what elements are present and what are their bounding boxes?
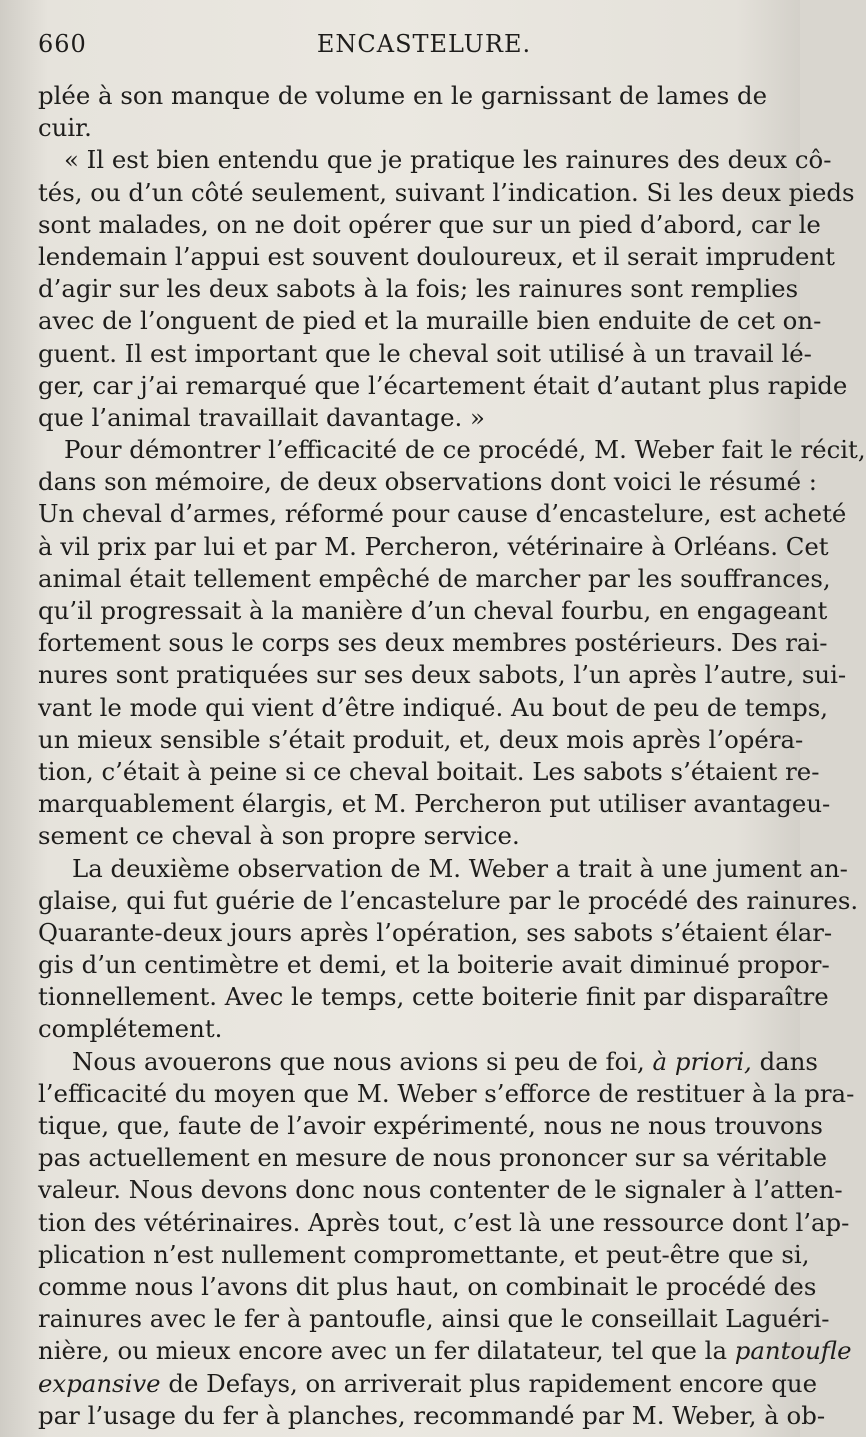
text-line: « Il est bien entendu que je pratique les rainures des deux cô- <box>64 145 832 175</box>
text-line: sont malades, on ne doit opérer que sur un pied d’abord, car le <box>38 209 821 239</box>
text-line: cuir. <box>38 113 92 143</box>
text-line: nière, ou mieux encore avec un fer dilatateur, tel que la pantoufle <box>38 1336 852 1366</box>
text-line: complétement. <box>38 1014 223 1044</box>
text-line: animal était tellement empêché de marcher par les souffrances, <box>38 563 831 593</box>
text-line: La deuxième observation de M. Weber a trait à une jument an- <box>72 853 848 883</box>
text-line: Un cheval d’armes, réformé pour cause d’encastelure, est acheté <box>38 499 847 529</box>
text-line: l’efficacité du moyen que M. Weber s’efforce de restituer à la pra- <box>38 1078 855 1108</box>
text-line: lendemain l’appui est souvent douloureux, et il serait imprudent <box>38 241 835 271</box>
text-line: tionnellement. Avec le temps, cette boiterie finit par disparaître <box>38 982 829 1012</box>
text-line: à vil prix par lui et par M. Percheron, vétérinaire à Orléans. Cet <box>38 531 829 561</box>
text-line: un mieux sensible s’était produit, et, deux mois après l’opéra- <box>38 724 804 754</box>
text-line: rainures avec le fer à pantoufle, ainsi que le conseillait Laguéri- <box>38 1304 830 1334</box>
text-line: vant le mode qui vient d’être indiqué. Au bout de peu de temps, <box>38 692 828 722</box>
text-line: d’agir sur les deux sabots à la fois; les rainures sont remplies <box>38 274 799 304</box>
text-line: valeur. Nous devons donc nous contenter de le signaler à l’atten- <box>38 1175 843 1205</box>
text-line: expansive de Defays, on arriverait plus rapidement encore que <box>38 1368 818 1398</box>
text-line: sement ce cheval à son propre service. <box>38 821 520 851</box>
text-line: pas actuellement en mesure de nous prononcer sur sa véritable <box>38 1143 828 1173</box>
text-line: marquablement élargis, et M. Percheron put utiliser avantageu- <box>38 789 831 819</box>
text-line: que l’animal travaillait davantage. » <box>38 402 485 432</box>
text-line: plication n’est nullement compromettante, et peut-être que si, <box>38 1239 810 1269</box>
text-line: tion, c’était à peine si ce cheval boitait. Les sabots s’étaient re- <box>38 756 820 786</box>
text-line: qu’il progressait à la manière d’un cheval fourbu, en engageant <box>38 596 828 625</box>
text-line: gis d’un centimètre et demi, et la boiterie avait diminué propor- <box>38 950 830 980</box>
text-line: glaise, qui fut guérie de l’encastelure par le procédé des rainures. <box>38 885 859 915</box>
text-line: comme nous l’avons dit plus haut, on combinait le procédé des <box>38 1271 817 1301</box>
text-line: nures sont pratiquées sur ses deux sabots, l’un après l’autre, sui- <box>38 660 847 690</box>
text-line: Nous avouerons que nous avions si peu de foi, à priori, dans <box>72 1046 818 1076</box>
text-line: ger, car j’ai remarqué que l’écartement était d’autant plus rapide <box>38 370 848 400</box>
page-header <box>38 30 770 66</box>
text-line: tion des vétérinaires. Après tout, c’est là une ressource dont l’ap- <box>38 1207 850 1237</box>
text-line: fortement sous le corps ses deux membres postérieurs. Des rai- <box>38 628 828 658</box>
text-line: tique, que, faute de l’avoir expérimenté, nous ne nous trouvons <box>38 1111 823 1140</box>
text-line: Quarante-deux jours après l’opération, ses sabots s’étaient élar- <box>38 917 833 947</box>
text-line: tés, ou d’un côté seulement, suivant l’indication. Si les deux pieds <box>38 177 855 207</box>
body-text <box>38 80 866 1432</box>
page-number: 660 <box>38 30 87 58</box>
running-title: ENCASTELURE. <box>316 30 532 58</box>
text-line: par l’usage du fer à planches, recommandé par M. Weber, à ob- <box>38 1400 826 1430</box>
text-line: avec de l’onguent de pied et la muraille bien enduite de cet on- <box>38 306 822 336</box>
text-line: plée à son manque de volume en le garnissant de lames de <box>38 81 768 110</box>
text-line: guent. Il est important que le cheval soit utilisé à un travail lé- <box>38 338 812 368</box>
text-line: dans son mémoire, de deux observations dont voici le résumé : <box>38 467 818 497</box>
text-line: Pour démontrer l’efficacité de ce procédé, M. Weber fait le récit, <box>64 435 866 465</box>
